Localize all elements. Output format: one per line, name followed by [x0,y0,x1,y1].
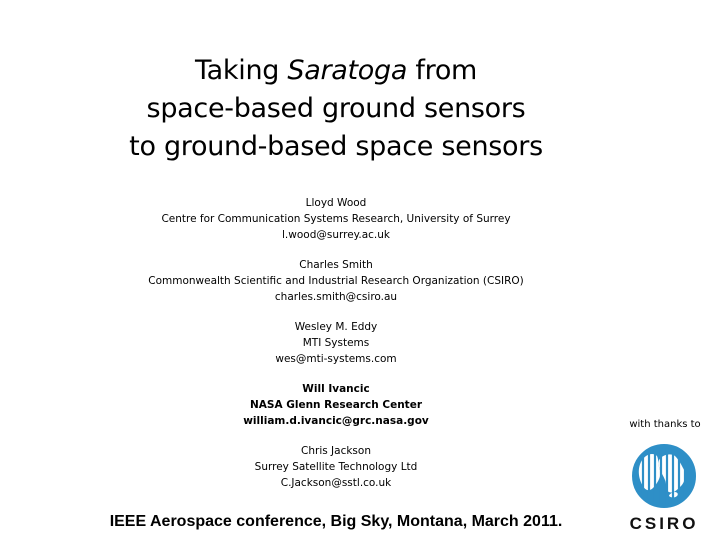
author-affiliation: Commonwealth Scientific and Industrial Research Organization (CSIRO) [148,275,524,287]
author-block [0,443,672,491]
csiro-logo-text: CSIRO [629,514,699,533]
author-email: wes@mti-systems.com [275,353,397,365]
author-name: Chris Jackson [301,445,371,457]
author-affiliation: MTI Systems [302,337,370,349]
title-line-1-prefix: Taking [194,55,288,86]
author-email: charles.smith@csiro.au [274,291,398,303]
author-email: william.d.ivancic@grc.nasa.gov [243,415,429,427]
conference-line: IEEE Aerospace conference, Big Sky, Montana, March 2011. [109,513,563,530]
author-email: l.wood@surrey.ac.uk [282,229,390,241]
author-affiliation: Centre for Communication Systems Research, University of Surrey [161,213,511,225]
title-line-3: to ground-based space sensors [129,131,543,162]
title-italic-saratoga: Saratoga [287,55,408,86]
slide-title [0,52,672,166]
title-line-1-suffix: from [407,55,478,86]
author-name: Will Ivancic [302,383,370,395]
title-line-1 [0,52,672,90]
author-affiliation: NASA Glenn Research Center [249,399,423,411]
author-affiliation: Surrey Satellite Technology Ltd [254,461,418,473]
author-block [0,195,672,243]
author-name: Lloyd Wood [305,197,367,209]
author-block-highlighted [0,381,672,429]
csiro-logo-icon [619,440,709,514]
author-name: Wesley M. Eddy [294,321,378,333]
csiro-logo [619,440,709,538]
author-block [0,319,672,367]
title-line-2: space-based ground sensors [146,93,526,124]
thanks-label: with thanks to [629,419,701,430]
author-name: Charles Smith [299,259,373,271]
author-email: C.Jackson@sstl.co.uk [280,477,392,489]
author-list [0,195,672,491]
author-block [0,257,672,305]
